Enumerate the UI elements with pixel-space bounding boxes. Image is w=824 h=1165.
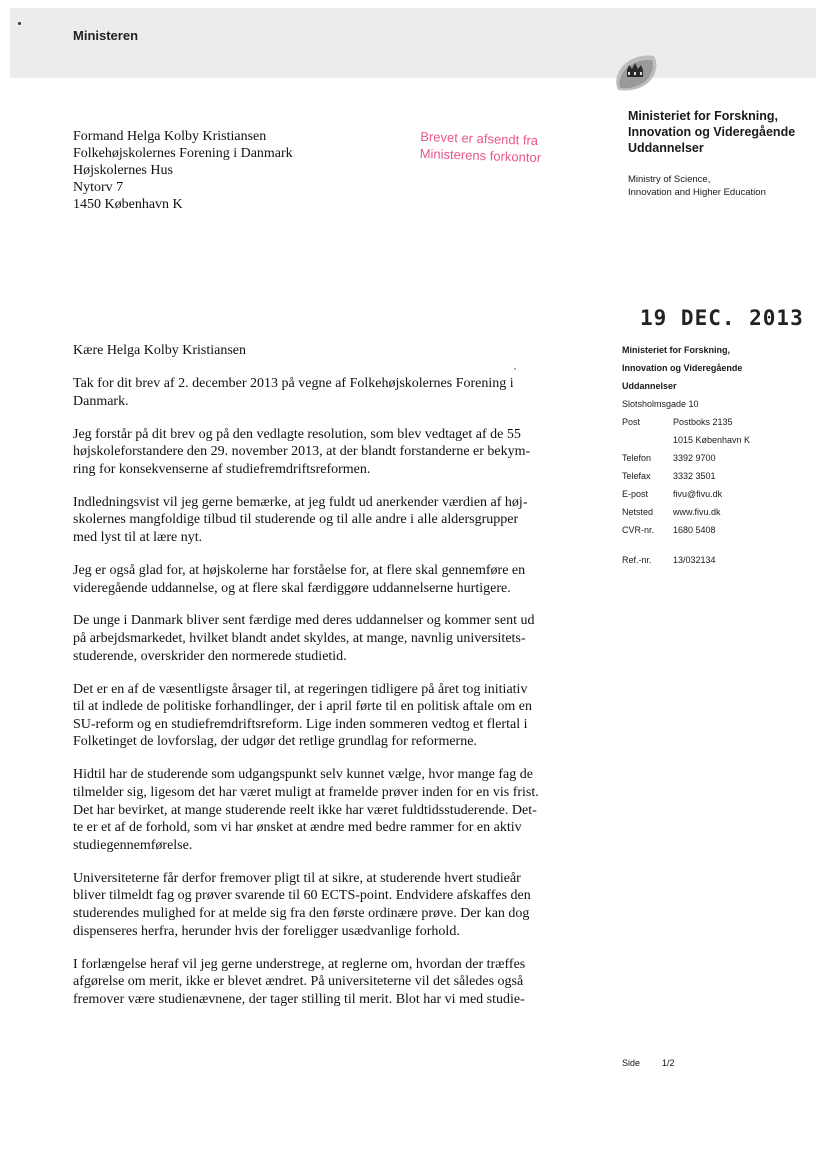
header-band bbox=[10, 8, 816, 78]
paragraph bbox=[73, 681, 593, 751]
text-line: Jeg er også glad for, at højskolerne har forståelse for, at flere skal gennemføre en bbox=[73, 562, 526, 578]
stamp-line: Brevet er afsendt fra bbox=[420, 128, 539, 148]
ministry-name-line: Innovation og Videregående bbox=[628, 125, 796, 139]
paragraph bbox=[73, 766, 593, 854]
epost-label: E-post bbox=[622, 489, 649, 499]
post-row bbox=[622, 413, 802, 431]
paragraph bbox=[73, 562, 593, 597]
sent-from-stamp bbox=[419, 128, 542, 166]
cvr-row bbox=[622, 521, 802, 539]
text-line: tilmelder sig, ligesom det har været muligt at framelde prøver inden for en vis frist. bbox=[73, 785, 539, 801]
ref-row bbox=[622, 551, 802, 569]
text-line: Tak for dit brev af 2. december 2013 på vegne af Folkehøjskolernes Forening i bbox=[73, 375, 514, 391]
text-line: I forlængelse heraf vil jeg gerne understrege, at reglerne om, hvordan der træffes bbox=[73, 956, 526, 972]
ministry-name bbox=[628, 108, 818, 156]
post-row-2 bbox=[622, 431, 802, 449]
recipient-line: Nytorv 7 bbox=[73, 180, 124, 195]
text-line: Danmark. bbox=[73, 393, 129, 409]
crown-logo-icon bbox=[610, 50, 660, 98]
ministeren-heading: Ministeren bbox=[73, 28, 139, 43]
text-line: på arbejdsmarkedet, hvilket blandt andet skyldes, at mange, navnlig universitets- bbox=[73, 631, 526, 647]
scan-speck bbox=[18, 22, 21, 25]
page-number: 1/2 bbox=[662, 1058, 675, 1068]
text-line: dispenseres herfra, herunder hvis der foreligger usædvanlige forhold. bbox=[73, 923, 460, 939]
epost-row bbox=[622, 485, 802, 503]
text-line: fremover være studienævnene, der tager stilling til merit. Blot har vi med studie- bbox=[73, 991, 525, 1007]
cvr-label: CVR-nr. bbox=[622, 525, 655, 535]
paragraph bbox=[73, 375, 593, 410]
paragraph bbox=[73, 426, 593, 479]
post-value: Postboks 2135 bbox=[673, 417, 733, 427]
ministry-name-english bbox=[628, 173, 818, 199]
text-line: De unge i Danmark bliver sent færdige med deres uddannelser og kommer sent ud bbox=[73, 613, 535, 629]
text-line: med lyst til at lære nyt. bbox=[73, 529, 203, 545]
sender-name-line: Innovation og Videregående bbox=[622, 363, 743, 373]
salutation: Kære Helga Kolby Kristiansen bbox=[73, 343, 247, 358]
text-line: ring for konsekvenserne af studiefremdriftsreformen. bbox=[73, 461, 371, 477]
netsted-row bbox=[622, 503, 802, 521]
paragraph bbox=[73, 870, 593, 940]
paragraph bbox=[73, 494, 593, 547]
side-label: Side bbox=[622, 1058, 641, 1068]
text-line: Jeg forstår på dit brev og på den vedlagte resolution, som blev vedtaget af de 55 bbox=[73, 426, 521, 442]
netsted-label: Netsted bbox=[622, 507, 654, 517]
post-city: 1015 København K bbox=[673, 435, 751, 445]
ministry-name-english-line: Ministry of Science, bbox=[628, 174, 711, 185]
text-line: studerendes mulighed for at melde sig fra den første ordinære prøve. Der kan dog bbox=[73, 905, 530, 921]
sender-name-line: Ministeriet for Forskning, bbox=[622, 345, 731, 355]
text-line: studerende, overskrider den normerede studietid. bbox=[73, 648, 347, 664]
date-stamp: 19 DEC. 2013 bbox=[640, 306, 804, 330]
paragraph bbox=[73, 956, 593, 1009]
text-line: studiegennemførelse. bbox=[73, 837, 193, 853]
recipient-line: Højskolernes Hus bbox=[73, 163, 173, 178]
telefax-value: 3332 3501 bbox=[673, 471, 716, 481]
telefax-row bbox=[622, 467, 802, 485]
stamp-line: Ministerens forkontor bbox=[419, 145, 542, 166]
text-line: Det har bevirket, at mange studerende reelt ikke har været fuldtidsstuderende. Det- bbox=[73, 802, 537, 818]
ministry-name-line: Ministeriet for Forskning, bbox=[628, 109, 779, 123]
text-line: te er et af de forhold, som vi har ønsket at ændre med bedre rammer for en aktiv bbox=[73, 820, 522, 836]
sender-address: Slotsholmsgade 10 bbox=[622, 399, 699, 409]
telefax-label: Telefax bbox=[622, 471, 651, 481]
text-line: højskoleforstandere den 29. november 2013, at der blandt forstanderne er bekym- bbox=[73, 444, 531, 460]
text-line: Indledningsvist vil jeg gerne bemærke, at jeg fuldt ud anerkender værdien af høj- bbox=[73, 494, 528, 510]
text-line: videregående uddannelse, og at flere skal færdiggøre uddannelserne hurtigere. bbox=[73, 580, 511, 596]
text-line: afgørelse om merit, ikke er blevet ændret. På universiteterne vil det således også bbox=[73, 974, 524, 990]
sender-info bbox=[622, 341, 802, 569]
cvr-value: 1680 5408 bbox=[673, 525, 716, 535]
recipient-address bbox=[73, 128, 293, 213]
post-label: Post bbox=[622, 417, 641, 427]
recipient-line: Formand Helga Kolby Kristiansen bbox=[73, 129, 267, 144]
letter-body bbox=[73, 342, 593, 1024]
telefon-value: 3392 9700 bbox=[673, 453, 716, 463]
text-line: bliver tilmeldt fag og prøver svarende til 60 ECTS-point. Endvidere afskaffes den bbox=[73, 888, 531, 904]
recipient-line: 1450 København K bbox=[73, 197, 183, 212]
page-footer bbox=[622, 1058, 675, 1068]
ref-value: 13/032134 bbox=[673, 555, 716, 565]
text-line: skolernes mangfoldige tilbud til studerende og til alle andre i alle aldersgrupper bbox=[73, 512, 519, 528]
telefon-row bbox=[622, 449, 802, 467]
telefon-label: Telefon bbox=[622, 453, 652, 463]
text-line: Folketinget de lovforslag, der udgør det retlige grundlag for reformerne. bbox=[73, 734, 477, 750]
paragraph bbox=[73, 612, 593, 665]
text-line: Det er en af de væsentligste årsager til, at regeringen tidligere på året tog initiativ bbox=[73, 681, 528, 697]
recipient-line: Folkehøjskolernes Forening i Danmark bbox=[73, 146, 293, 161]
epost-value: fivu@fivu.dk bbox=[673, 489, 723, 499]
text-line: til at indlede de politiske forhandlinger, der i april førte til en politisk aftale om en bbox=[73, 699, 532, 715]
ministry-name-english-line: Innovation and Higher Education bbox=[628, 187, 766, 198]
ref-label: Ref.-nr. bbox=[622, 555, 652, 565]
ministry-name-line: Uddannelser bbox=[628, 141, 704, 155]
netsted-value: www.fivu.dk bbox=[673, 507, 721, 517]
text-line: SU-reform og en studiefremdriftsreform. Lige inden sommeren vedtog et flertal i bbox=[73, 716, 528, 732]
text-line: Hidtil har de studerende som udgangspunkt selv kunnet vælge, hvor mange fag de bbox=[73, 767, 533, 783]
sender-name-line: Uddannelser bbox=[622, 381, 677, 391]
text-line: Universiteterne får derfor fremover pligt til at sikre, at studerende hvert studieår bbox=[73, 870, 521, 886]
